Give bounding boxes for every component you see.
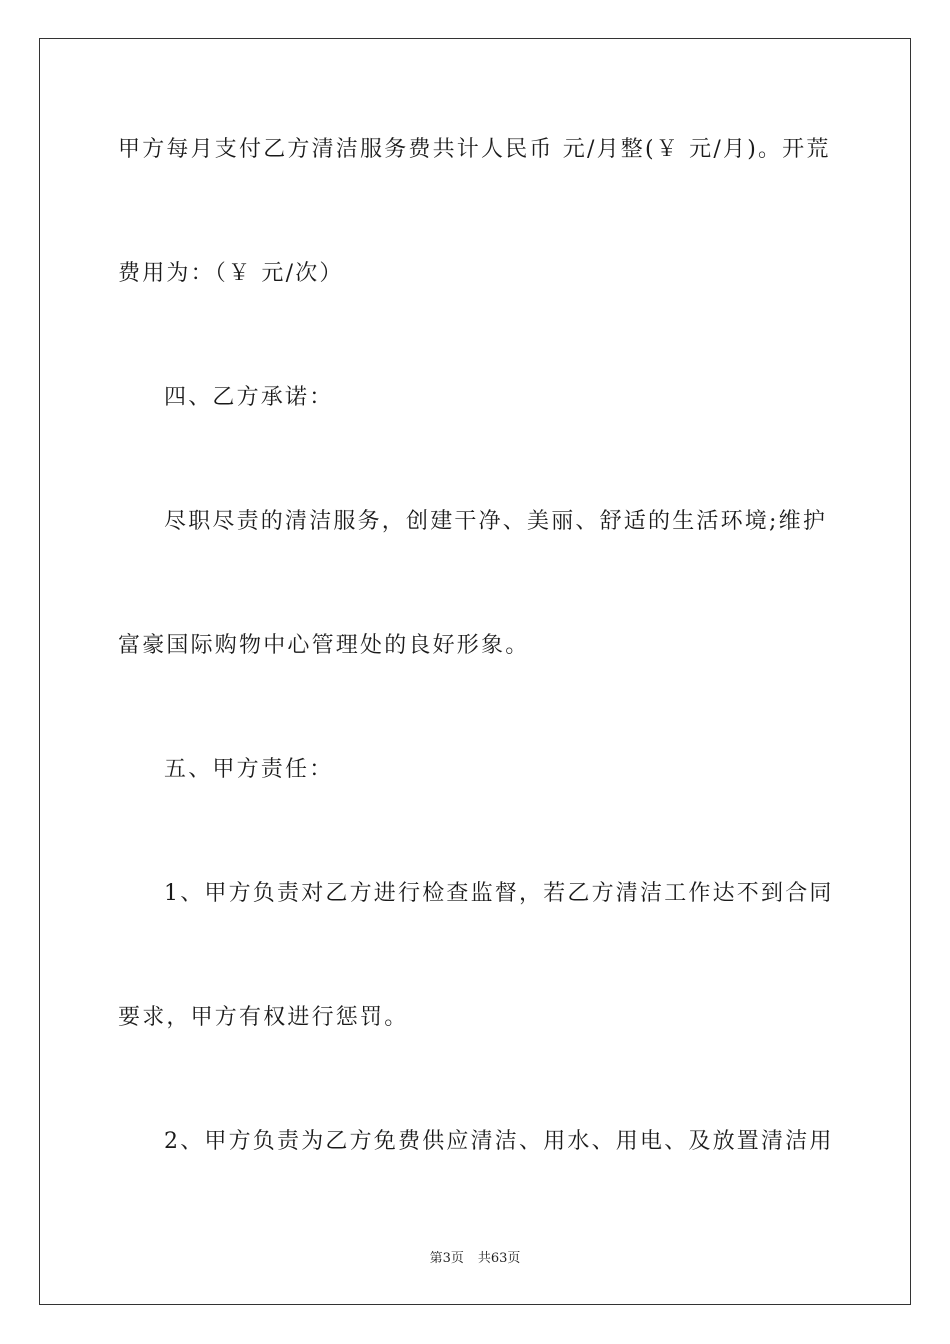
paragraph-line-4: 尽职尽责的清洁服务，创建干净、美丽、舒适的生活环境;维护	[164, 509, 828, 534]
list-item-1-line-2: 要求，甲方有权进行惩罚。	[118, 1005, 409, 1030]
section-heading-five: 五、甲方责任：	[164, 757, 334, 782]
page-footer	[0, 1247, 950, 1266]
list-item-2-line-1: 2、甲方负责为乙方免费供应清洁、用水、用电、及放置清洁用	[164, 1129, 834, 1154]
list-item-1-line-1: 1、甲方负责对乙方进行检查监督，若乙方清洁工作达不到合同	[164, 881, 834, 906]
paragraph-line-2: 费用为：（￥ 元/次）	[118, 261, 344, 286]
paragraph-line-5: 富豪国际购物中心管理处的良好形象。	[118, 633, 530, 658]
total-pages: 共63页	[477, 1251, 521, 1266]
section-heading-four: 四、乙方承诺：	[164, 385, 334, 410]
page-number: 第3页	[429, 1251, 464, 1266]
page-border	[39, 38, 911, 1305]
paragraph-line-1: 甲方每月支付乙方清洁服务费共计人民币 元/月整(￥ 元/月)。开荒	[118, 137, 831, 162]
